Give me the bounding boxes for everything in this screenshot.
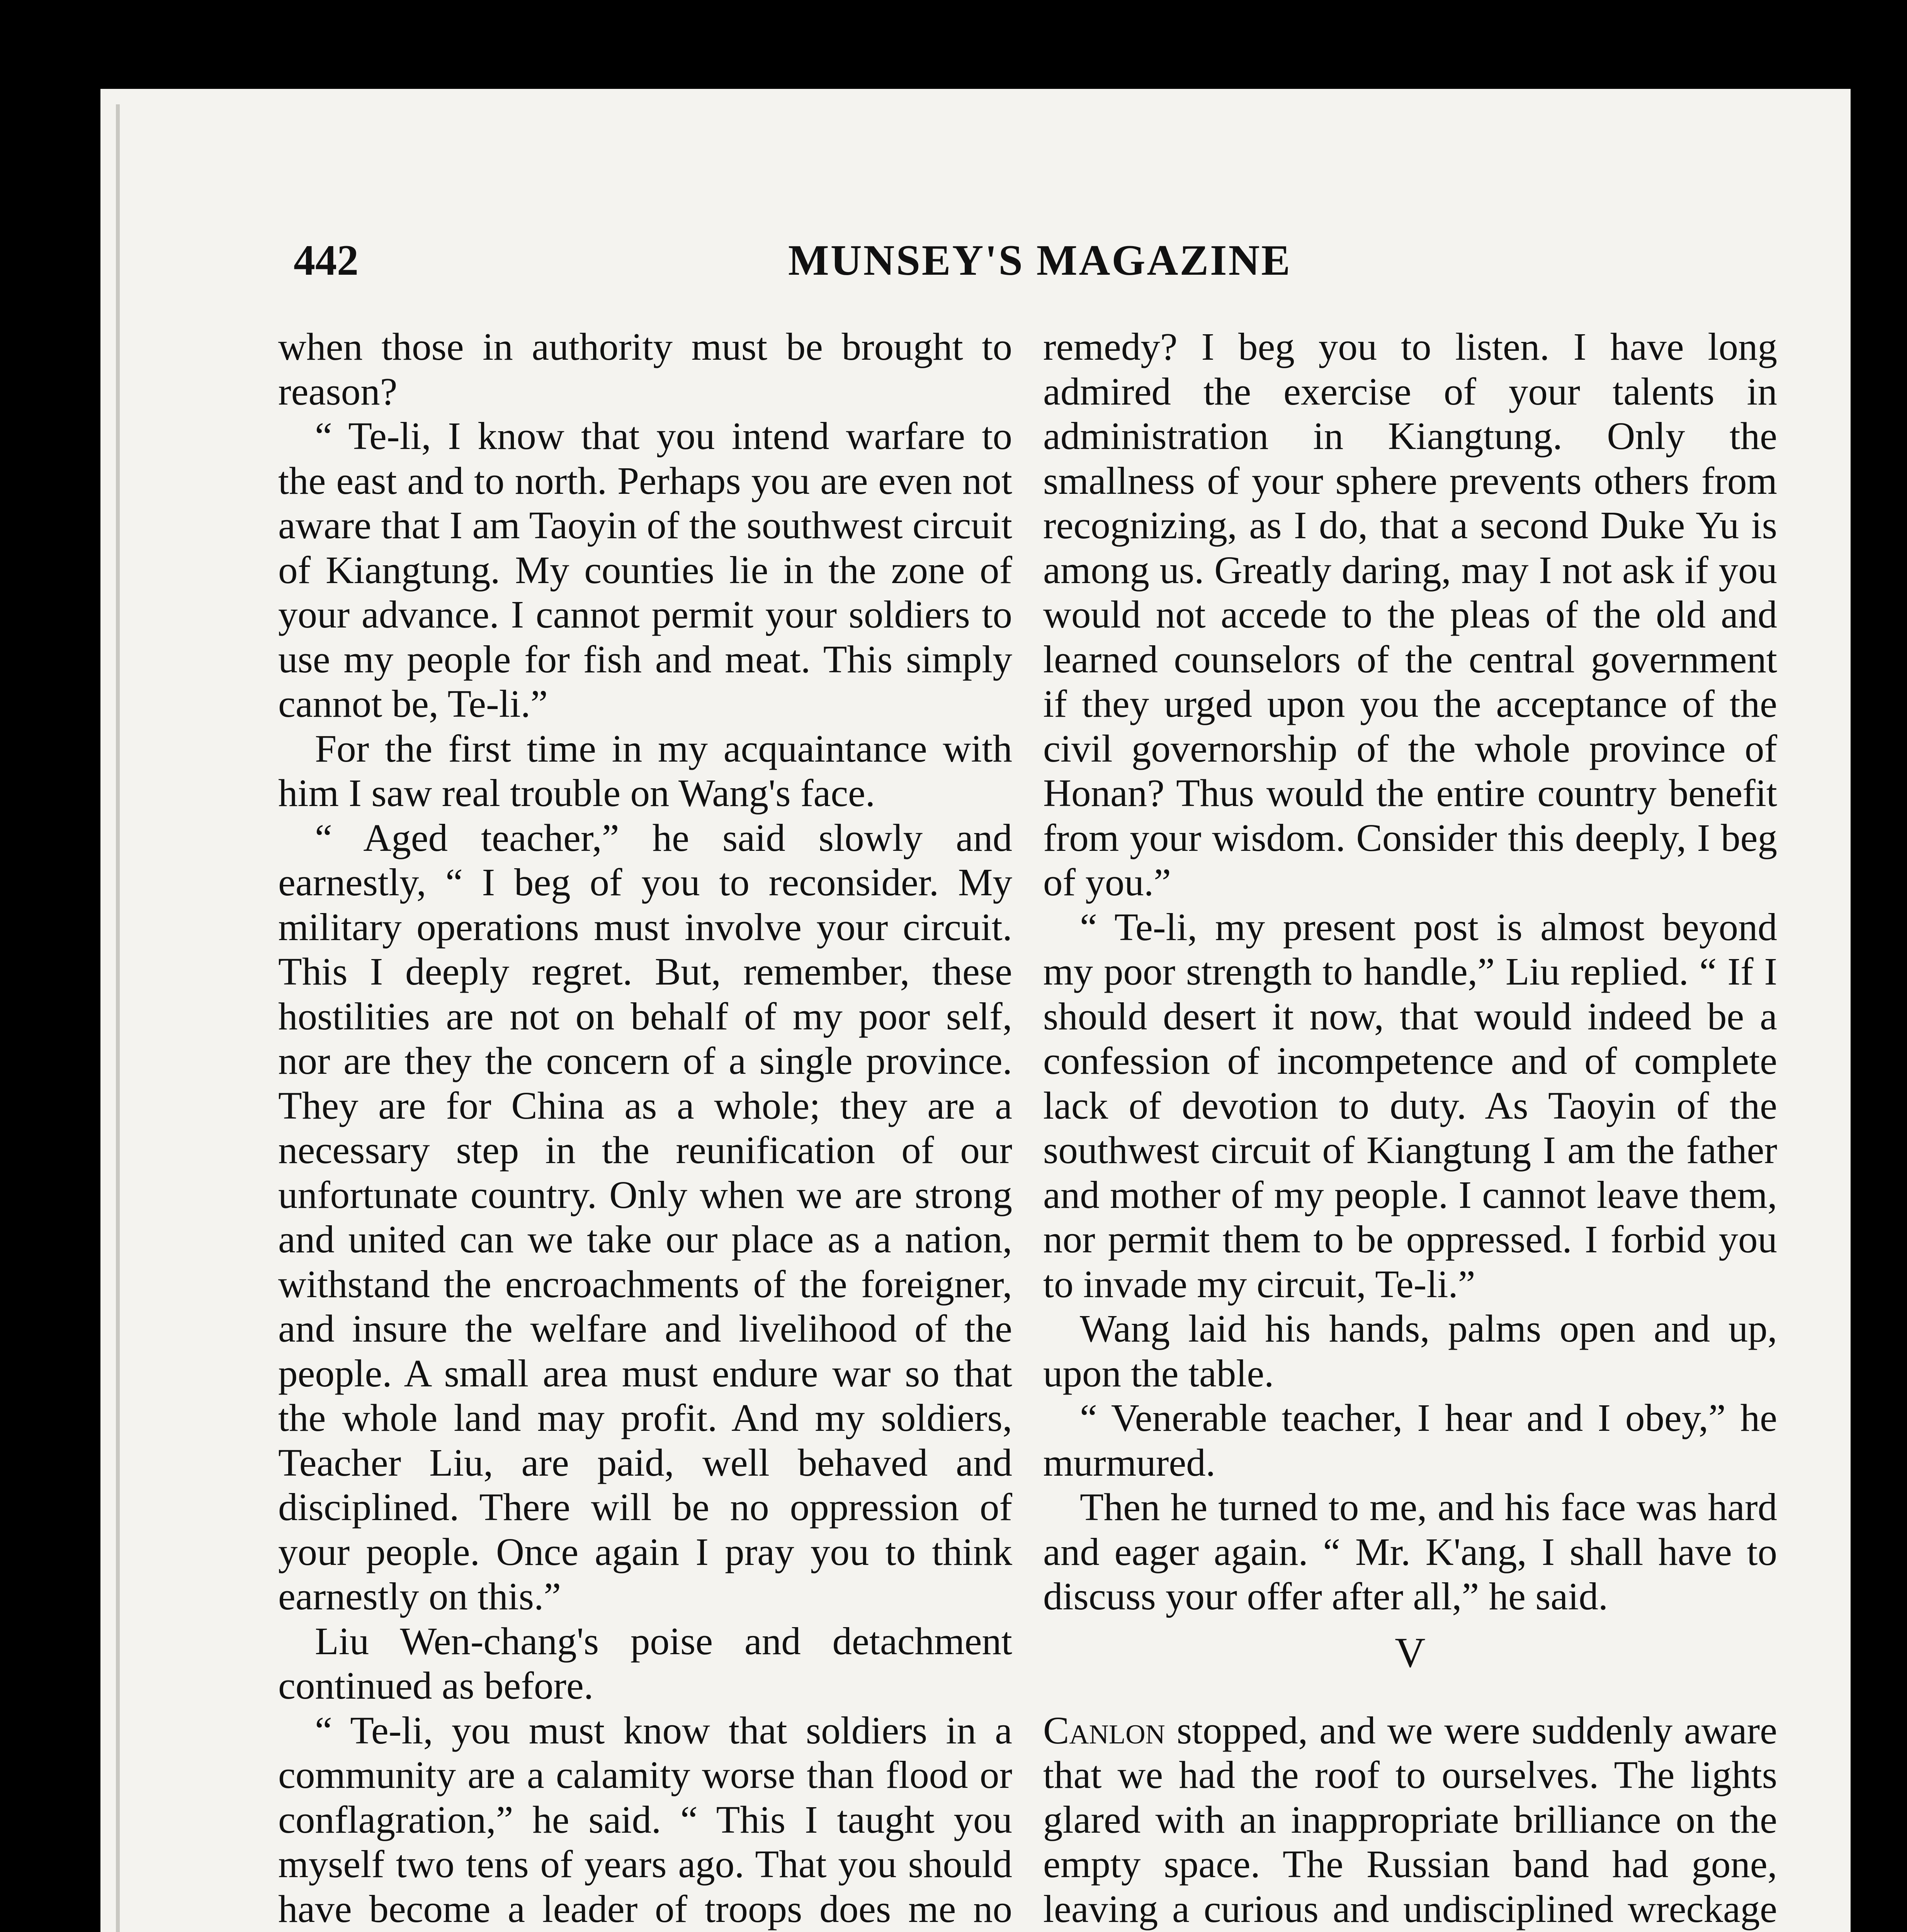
page-number: 442 (294, 236, 359, 284)
right-column (1043, 325, 1777, 1932)
paragraph: Then he turned to me, and his face was hard and eager again. “ Mr. K'ang, I shall have to discuss your offer after all,” he said. (1043, 1485, 1777, 1618)
paragraph: “ Te-li, you must know that soldiers in a community are a calamity worse than flood or conflagration,” he said. “ This I taught you myself two tens of years ago. That you should have become a leader of troops does me no (278, 1708, 1012, 1930)
section-heading: V (1395, 1629, 1426, 1676)
paragraph: Liu Wen-chang's poise and detachment continued as before. (278, 1619, 1012, 1707)
paragraph: “ Venerable teacher, I hear and I obey,” he murmured. (1043, 1396, 1777, 1484)
paragraph: Wang laid his hands, palms open and up, upon the table. (1043, 1307, 1777, 1395)
paragraph-text: stopped, and we were suddenly aware that we had the roof to ourselves. The lights glared with an inappropriate brilliance on the empty space. The Russian band had gone, leaving a curious and undisciplined wreckage (1043, 1708, 1777, 1930)
lead-word: Canlon (1043, 1708, 1165, 1752)
magazine-title: MUNSEY'S MAGAZINE (788, 236, 1292, 284)
paragraph: when those in authority must be brought to reason? (278, 325, 1012, 413)
paragraph: remedy? I beg you to listen. I have long admired the exercise of your talents in administration in Kiangtung. Only the smallness of your sphere prevents others from recognizing, as I do, that a second Duke Yu is among us. Greatly daring, may I not ask if you would not accede to the pleas of the old and learned counselors of the central government if they urged upon you the acceptance of the civil governorship of the whole province of Honan? Thus would the entire country benefit from your wisdom. Consider this deeply, I beg of you.” (1043, 325, 1777, 904)
paragraph (1043, 1708, 1777, 1932)
paragraph: For the first time in my acquaintance with him I saw real trouble on Wang's face. (278, 726, 1012, 815)
left-column (278, 325, 1012, 1932)
paragraph: “ Te-li, I know that you intend warfare to the east and to north. Perhaps you are even not aware that I am Taoyin of the southwest circuit of Kiangtung. My counties lie in the zone of your advance. I cannot permit your soldiers to use my people for fish and meat. This simply cannot be, Te-li.” (278, 414, 1012, 725)
page-binding-edge (116, 104, 120, 1932)
paragraph: “ Aged teacher,” he said slowly and earnestly, “ I beg of you to reconsider. My military operations must involve your circuit. This I deeply regret. But, remember, these hostilities are not on behalf of my poor self, nor are they the concern of a single province. They are for China as a whole; they are a necessary step in the reunification of our unfortunate country. Only when we are strong and united can we take our place as a nation, withstand the encroachments of the foreigner, and insure the welfare and livelihood of the people. A small area must endure war so that the whole land may profit. And my soldiers, Teacher Liu, are paid, well behaved and disciplined. There will be no oppression of your people. Once again I pray you to think earnestly on this.” (278, 816, 1012, 1618)
page-header (294, 236, 1669, 298)
paragraph: “ Te-li, my present post is almost beyond my poor strength to handle,” Liu replied. “ If I should desert it now, that would indeed be a confession of incompetence and of complete lack of devotion to duty. As Taoyin of the southwest circuit of Kiangtung I am the father and mother of my people. I cannot leave them, nor permit them to be oppressed. I forbid you to invade my circuit, Te-li.” (1043, 905, 1777, 1306)
